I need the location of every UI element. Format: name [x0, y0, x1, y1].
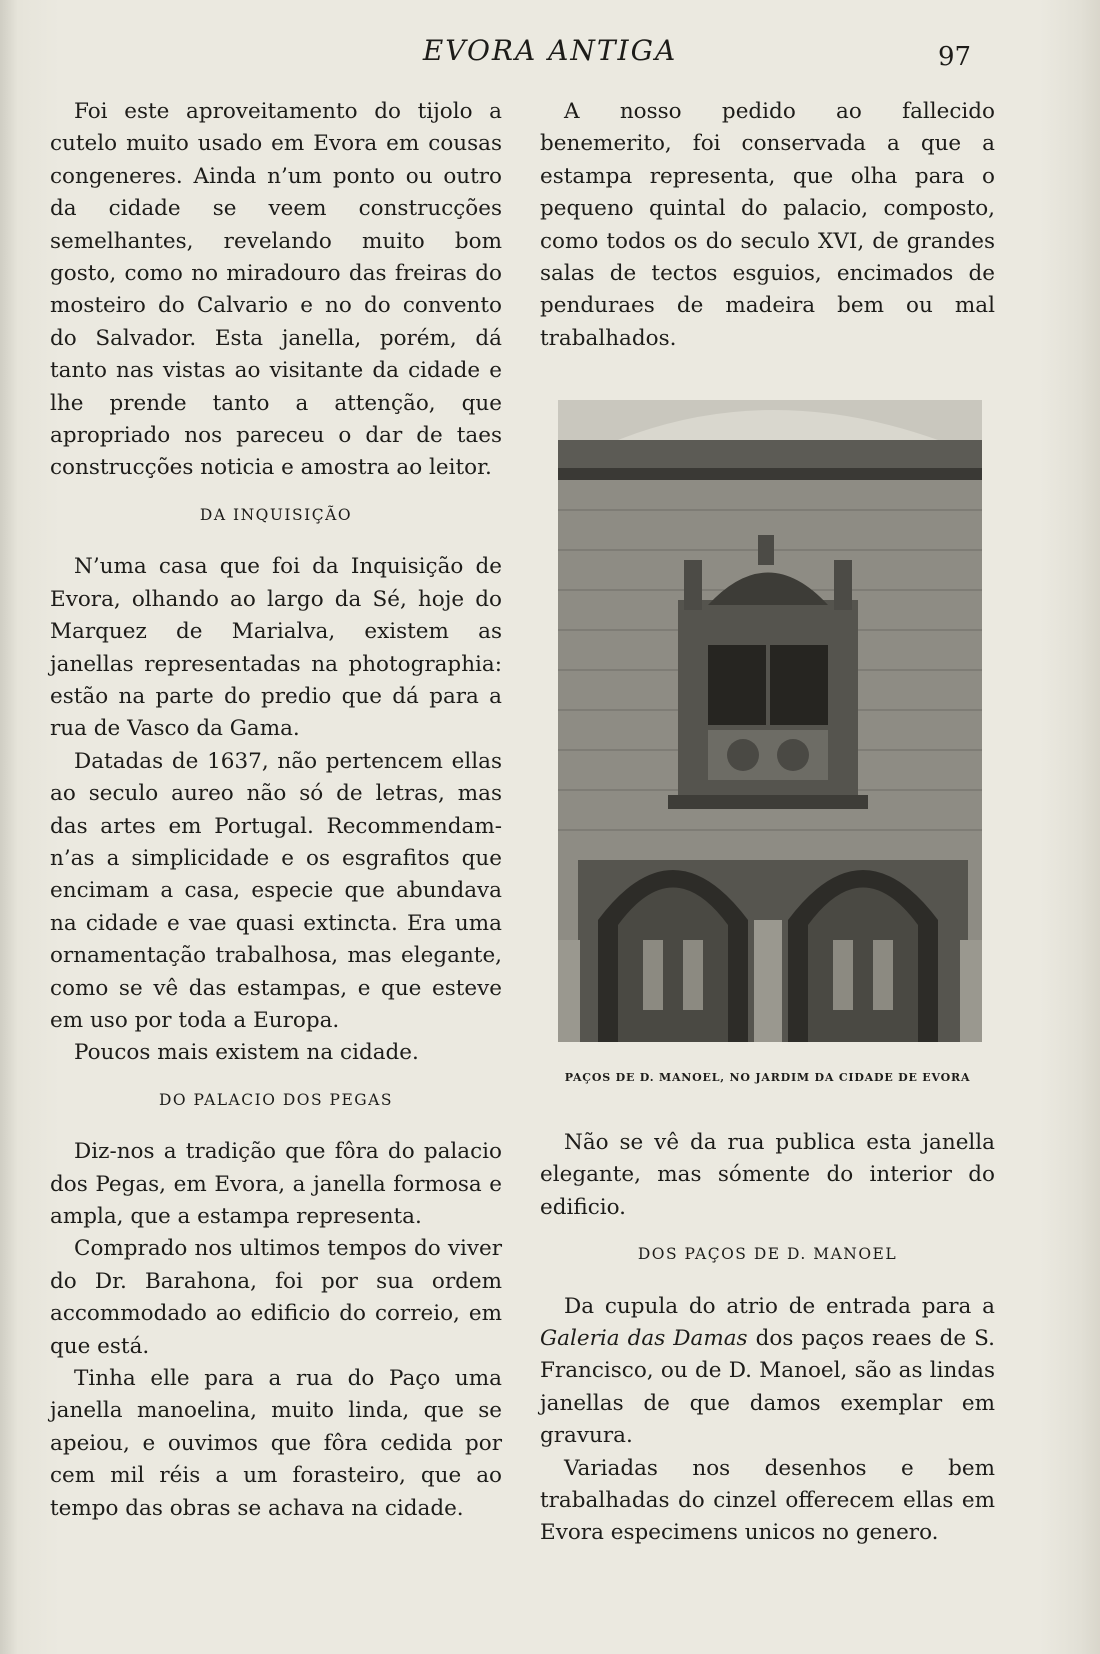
right-column-lower: [540, 1127, 995, 1550]
page-number: 97: [938, 42, 972, 72]
text-run: Da cupula do atrio de entrada para a: [564, 1293, 995, 1319]
paragraph: Poucos mais existem na cidade.: [74, 1040, 419, 1066]
section-heading-pacos: DOS PAÇOS DE D. MANOEL: [637, 1245, 898, 1264]
paragraph: A nosso pedido ao fallecido benemerito, foi conservada a que a estampa representa, que olha para o pequeno quintal do palacio, composto, como todos os do seculo XVI, de grandes salas de tectos esguios, encimados de penduraes de madeira bem ou mal trabalhados.: [540, 99, 995, 351]
paragraph: Não se vê da rua publica esta janella elegante, mas sómente do interior do edificio.: [540, 1130, 995, 1220]
section-heading-inquisicao: DA INQUISIÇÃO: [199, 505, 353, 524]
figure-photograph: [558, 400, 982, 1042]
paragraph: Tinha elle para a rua do Paço uma janella manoelina, muito linda, que se apeiou, e ouvimos que fôra cedida por cem mil réis a um forasteiro, que ao tempo das obras se achava na cidade.: [50, 1366, 502, 1521]
running-title: EVORA ANTIGA: [422, 34, 678, 67]
italic-title: Galeria das Damas: [540, 1326, 748, 1352]
text-run: dos paços reaes de S. Francisco, ou de D. Manoel, são as lindas janellas de que damos exemplar em gravura.: [540, 1326, 995, 1449]
window-photograph-illustration: [558, 400, 982, 1042]
left-column: [50, 96, 502, 1525]
paragraph: Comprado nos ultimos tempos do viver do Dr. Barahona, foi por sua ordem accommodado ao edificio do correio, em que está.: [50, 1236, 502, 1359]
paragraph: [540, 1291, 995, 1453]
paragraph: N’uma casa que foi da Inquisição de Evora, olhando ao largo da Sé, hoje do Marquez de Marialva, existem as janellas representadas na photographia: estão na parte do predio que dá para a rua de Vasco da Gama.: [50, 554, 502, 742]
right-column-upper: [540, 96, 995, 355]
paragraph: Diz-nos a tradição que fôra do palacio dos Pegas, em Evora, a janella formosa e ampla, que a estampa representa.: [50, 1139, 502, 1229]
section-heading-pegas: DO PALACIO DOS PEGAS: [159, 1090, 393, 1109]
figure-caption: PAÇOS DE D. MANOEL, NO JARDIM DA CIDADE DE EVORA: [564, 1071, 971, 1084]
paragraph: Foi este aproveitamento do tijolo a cutelo muito usado em Evora em cousas congeneres. Ainda n’um ponto ou outro da cidade se veem construcções semelhantes, revelando muito bom gosto, como no miradouro das freiras do mosteiro do Calvario e no do convento do Salvador. Esta janella, porém, dá tanto nas vistas ao visitante da cidade e lhe prende tanto a attenção, que apropriado nos pareceu o dar de taes construcções noticia e amostra ao leitor.: [50, 99, 502, 481]
paragraph: Datadas de 1637, não pertencem ellas ao seculo aureo não só de letras, mas das artes em Portugal. Recommendam-n’as a simplicidade e os esgrafitos que encimam a casa, especie que abundava na cidade e vae quasi extincta. Era uma ornamentação trabalhosa, mas elegante, como se vê das estampas, e que esteve em uso por toda a Europa.: [50, 748, 502, 1033]
paragraph: Variadas nos desenhos e bem trabalhadas do cinzel offerecem ellas em Evora especimens unicos no genero.: [540, 1455, 995, 1546]
